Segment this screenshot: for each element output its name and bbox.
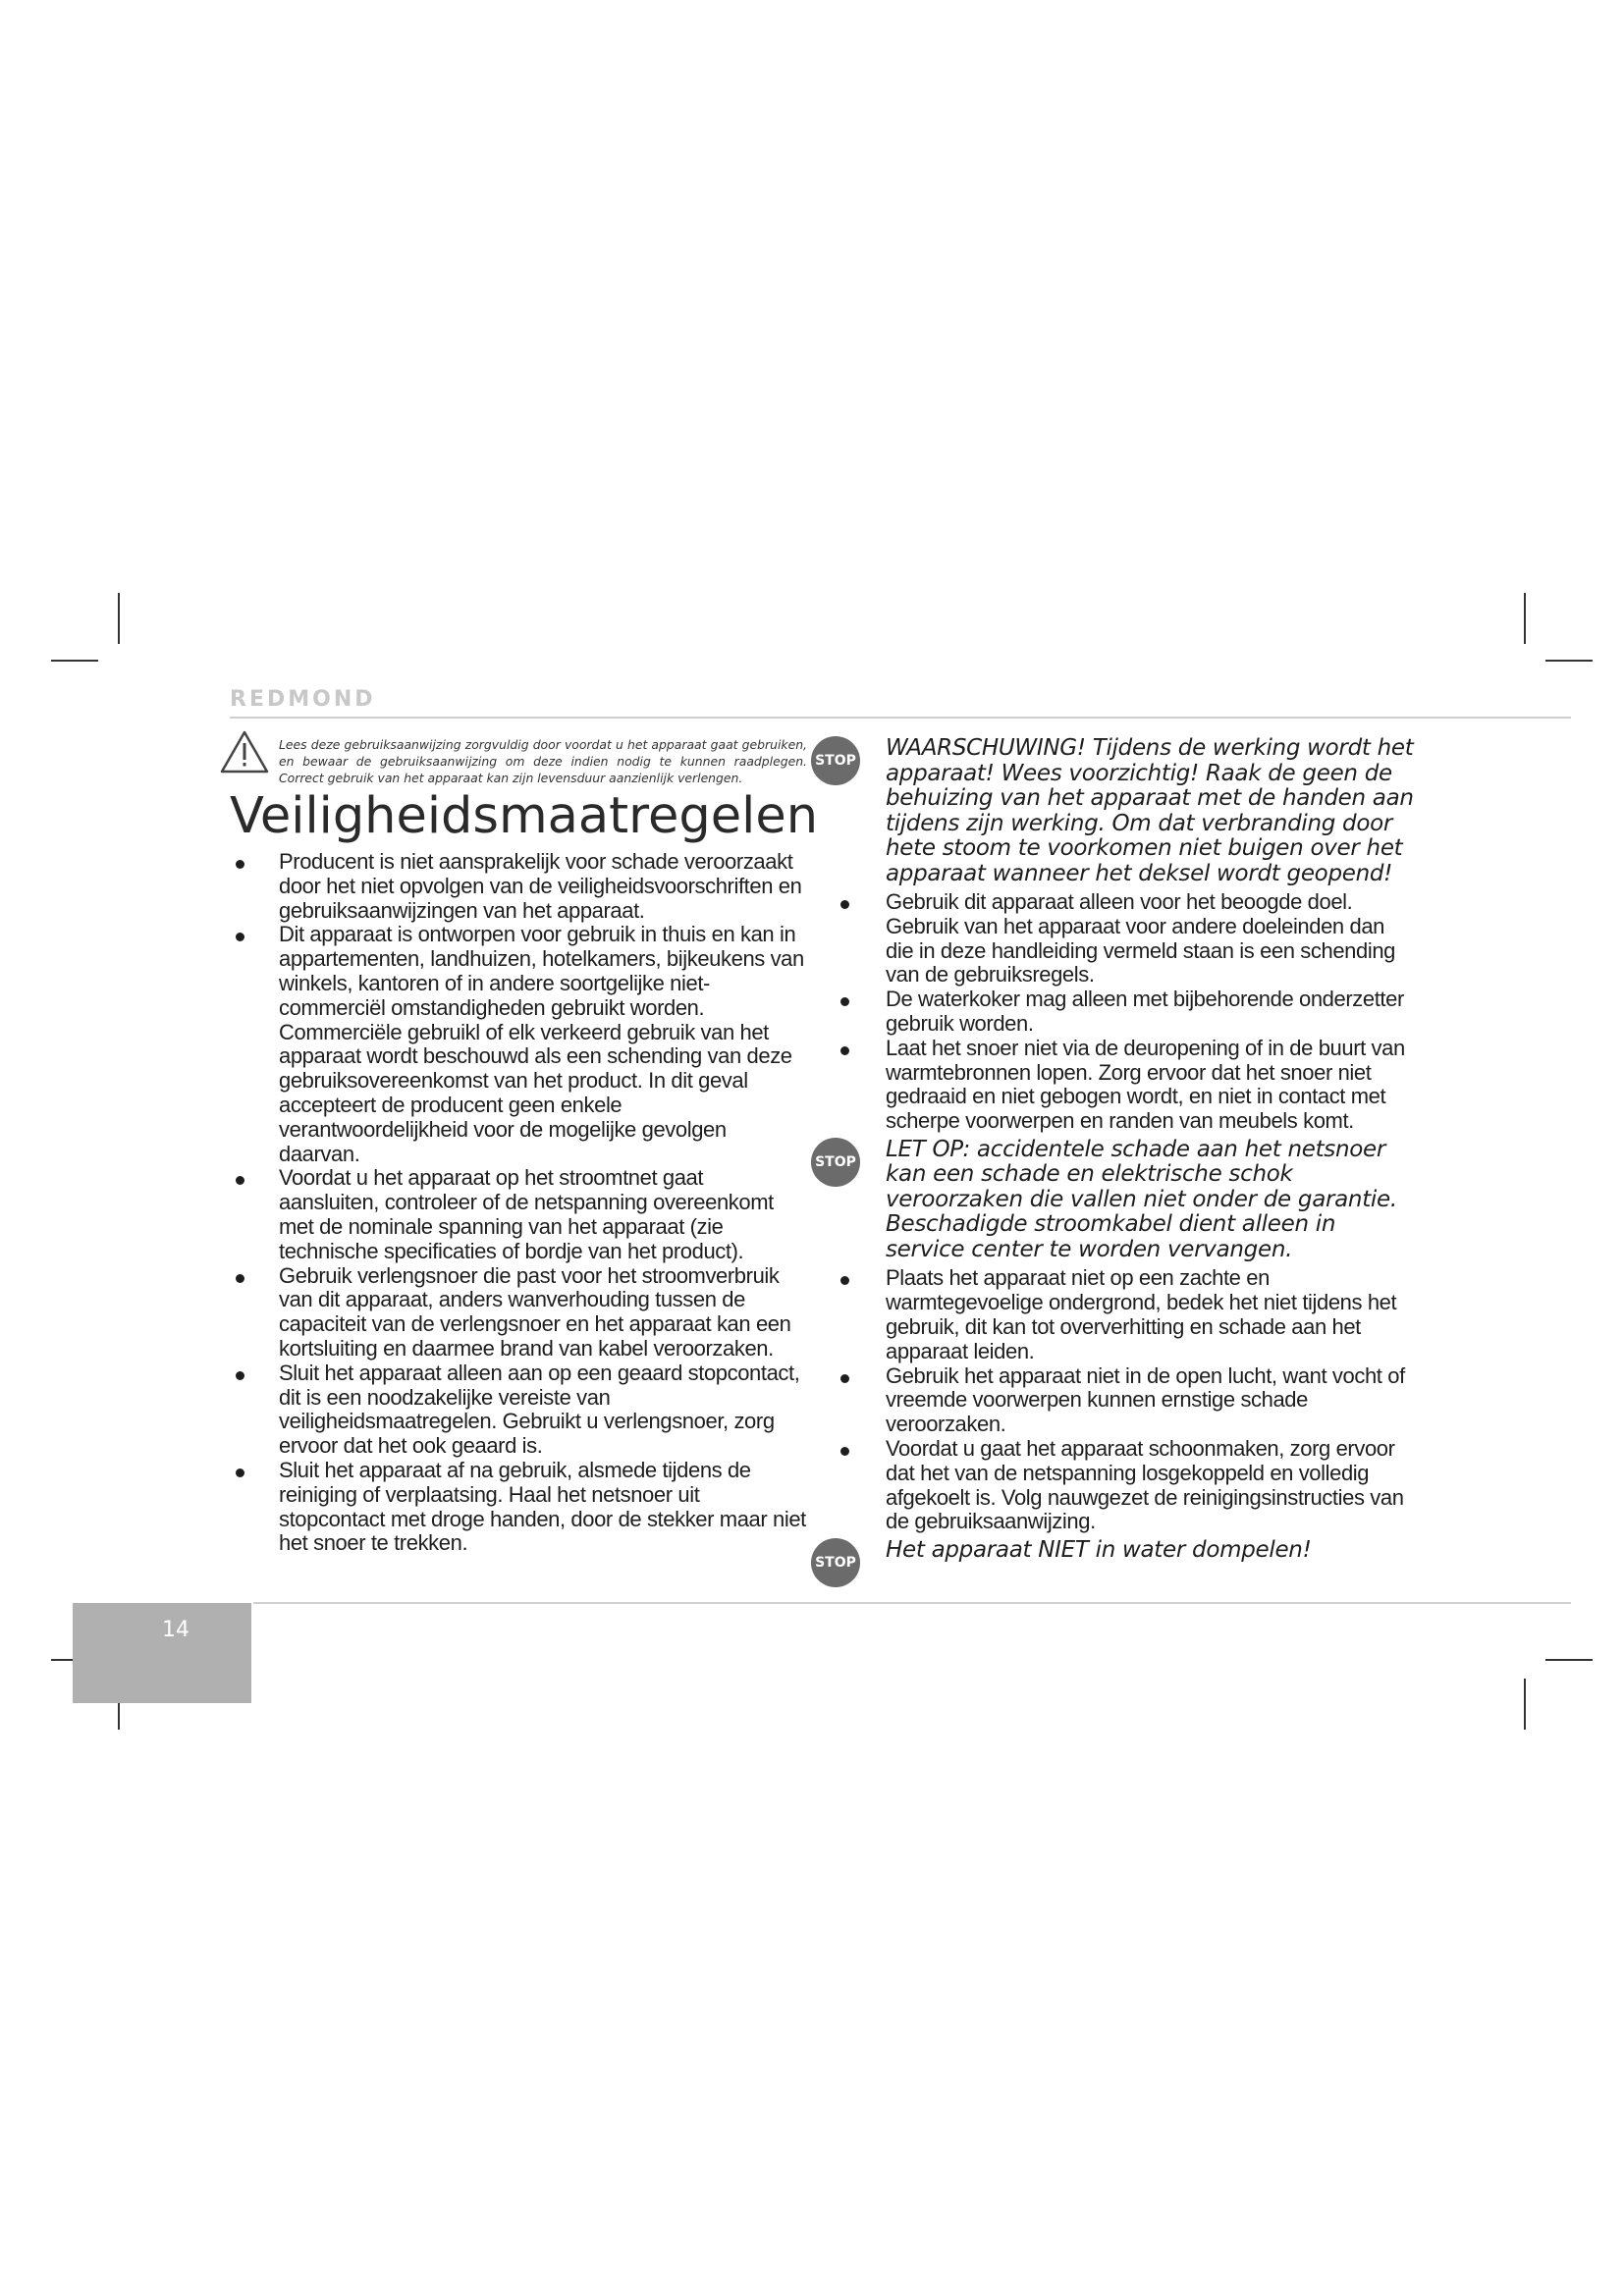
bullet-icon bbox=[840, 1374, 849, 1383]
crop-mark bbox=[1545, 1659, 1593, 1661]
stop-sign-icon: STOP bbox=[811, 1538, 860, 1587]
bullet-icon bbox=[236, 1371, 244, 1380]
crop-mark bbox=[118, 593, 120, 644]
warning-block bbox=[813, 1138, 1416, 1263]
safety-list-right-a bbox=[813, 890, 1416, 1134]
list-item: Sluit het apparaat alleen aan op een geaard stopcontact, dit is een noodzakelijke vereiste van veiligheidsmaatregelen. Gebruikt u verlengsnoer, zorg ervoor dat het ook geaard is. bbox=[230, 1362, 807, 1459]
warning-text: LET OP: accidentele schade aan het netsnoer kan een schade en elektrische schok veroorzaken die vallen niet onder de garantie. Beschadigde stroomkabel dient alleen in service center te worden vervangen. bbox=[886, 1136, 1397, 1262]
crop-mark bbox=[1524, 593, 1526, 644]
list-item: Gebruik verlengsnoer die past voor het stroomverbruik van dit apparaat, anders wanverhouding tussen de capaciteit van de verlengsnoer en het apparaat kan een kortsluiting en daarmee brand van kabel veroorzaken. bbox=[230, 1264, 807, 1362]
footer-divider bbox=[253, 1602, 1571, 1604]
list-item: Dit apparaat is ontworpen voor gebruik in thuis en kan in appartementen, landhuizen, hotelkamers, bijkeukens van winkels, kantoren of in andere soortgelijke niet- commerciël omstandigheden gebruikt worden. Commerciële gebruikl of elk verkeerd gebruik van het apparaat wordt beschouwd als een schending van deze gebruiksovereenkomst van het product. In dit geval accepteert de producent geen enkele verantwoordelijkheid voor de mogelijke gevolgen daarvan. bbox=[230, 923, 807, 1166]
bullet-icon bbox=[840, 997, 849, 1006]
list-item: Sluit het apparaat af na gebruik, alsmede tijdens de reiniging of verplaatsing. Haal het netsnoer uit stopcontact met droge handen, door de stekker maar niet het snoer te trekken. bbox=[230, 1459, 807, 1556]
page-number: 14 bbox=[162, 1618, 189, 1642]
bullet-icon bbox=[840, 900, 849, 909]
warning-text: Het apparaat NIET in water dompelen! bbox=[886, 1537, 1312, 1564]
bullet-icon bbox=[840, 1447, 849, 1456]
warning-triangle-icon bbox=[220, 730, 269, 774]
bullet-icon bbox=[840, 1276, 849, 1285]
right-column bbox=[813, 735, 1416, 1572]
list-item: Gebruik dit apparaat alleen voor het beoogde doel. Gebruik van het apparaat voor andere doeleinden dan die in deze handleiding vermeld staan is een schending van de gebruiksregels. bbox=[813, 890, 1416, 988]
list-item: Plaats het apparaat niet op een zachte en warmtegevoelige ondergrond, bedek het niet tijdens het gebruik, dit kan tot oververhitting en schade aan het apparaat leiden. bbox=[813, 1266, 1416, 1363]
list-item: Voordat u het apparaat op het stroomtnet gaat aansluiten, controleer of de netspanning overeenkomt met de nominale spanning van het apparaat (zie technische specificaties of bordje van het product). bbox=[230, 1166, 807, 1263]
crop-mark bbox=[1524, 1679, 1526, 1730]
stop-sign-icon: STOP bbox=[811, 1138, 860, 1187]
list-item: Producent is niet aansprakelijk voor schade veroorzaakt door het niet opvolgen van de veiligheidsvoorschriften en gebruiksaanwijzingen van het apparaat. bbox=[230, 850, 807, 923]
list-item: Gebruik het apparaat niet in de open lucht, want vocht of vreemde voorwerpen kunnen ernstige schade veroorzaken. bbox=[813, 1364, 1416, 1437]
page-title: Veiligheidsmaatregelen bbox=[230, 787, 819, 845]
bullet-icon bbox=[236, 933, 244, 941]
list-item: Laat het snoer niet via de deuropening of in de buurt van warmtebronnen lopen. Zorg ervoor dat het snoer niet gedraaid en niet gebogen wordt, en niet in contact met scherpe voorwerpen en randen van meubels komt. bbox=[813, 1037, 1416, 1134]
bullet-icon bbox=[236, 1274, 244, 1283]
bullet-icon bbox=[236, 1176, 244, 1185]
bullet-icon bbox=[236, 1468, 244, 1477]
safety-list-right-b bbox=[813, 1266, 1416, 1534]
warning-block bbox=[813, 736, 1416, 886]
stop-sign-icon: STOP bbox=[811, 736, 860, 785]
crop-mark bbox=[51, 660, 98, 662]
intro-note: Lees deze gebruiksaanwijzing zorgvuldig door voordat u het apparaat gaat gebruiken, en bewaar de gebruiksaanwijzing om deze indien nodig te kunnen raadplegen. Correct gebruik van het apparaat kan zijn levensduur aanzienlijk verlengen. bbox=[279, 737, 807, 785]
warning-block bbox=[813, 1537, 1416, 1572]
brand-logo: REDMOND bbox=[230, 687, 376, 712]
bullet-icon bbox=[236, 860, 244, 869]
list-item: De waterkoker mag alleen met bijbehorende onderzetter gebruik worden. bbox=[813, 988, 1416, 1037]
warning-text: WAARSCHUWING! Tijdens de werking wordt het apparaat! Wees voorzichtig! Raak de geen de behuizing van het apparaat met de handen aan tijdens zijn werking. Om dat verbranding door hete stoom te voorkomen niet buigen over het apparaat wanneer het deksel wordt geopend! bbox=[886, 735, 1414, 886]
list-item: Voordat u gaat het apparaat schoonmaken, zorg ervoor dat het van de netspanning losgekoppeld en volledig afgekoelt is. Volg nauwgezet de reinigingsinstructies van de gebruiksaanwijzing. bbox=[813, 1437, 1416, 1534]
left-column bbox=[230, 850, 807, 1556]
safety-list-left bbox=[230, 850, 807, 1556]
bullet-icon bbox=[840, 1046, 849, 1055]
crop-mark bbox=[1545, 660, 1593, 662]
header-divider bbox=[230, 717, 1571, 719]
